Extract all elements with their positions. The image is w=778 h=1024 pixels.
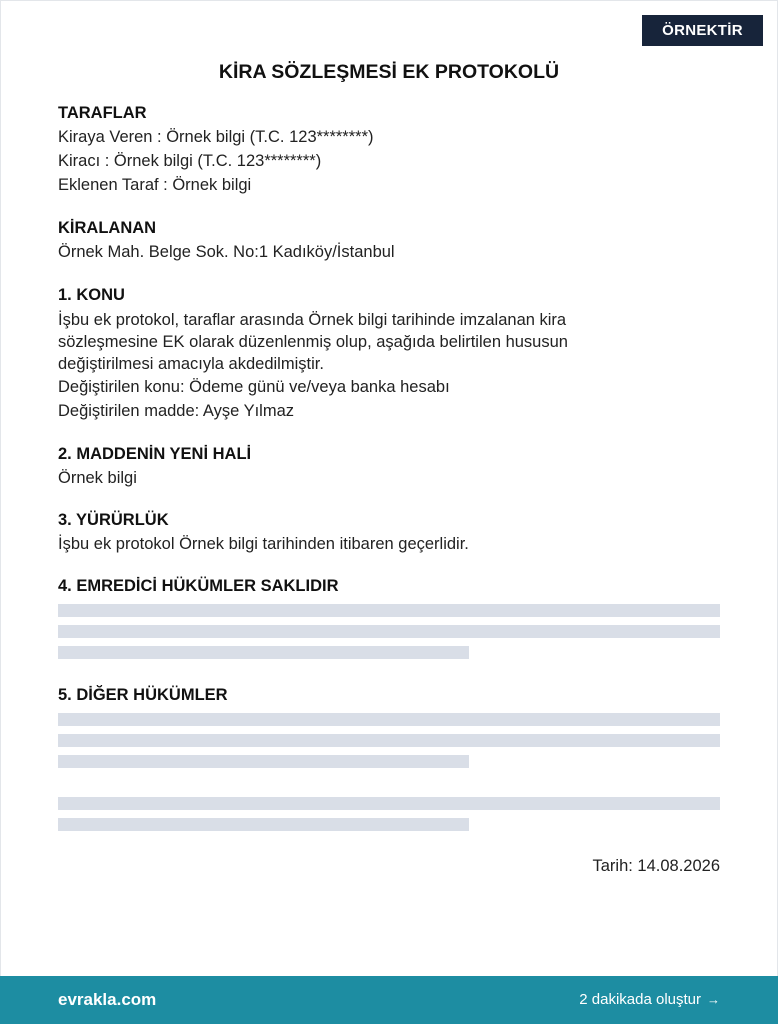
sample-badge: ÖRNEKTİR	[642, 15, 763, 46]
changed-subject-line: Değiştirilen konu: Ödeme günü ve/veya banka hesabı	[58, 378, 450, 396]
other-heading: 5. DİĞER HÜKÜMLER	[58, 686, 228, 704]
create-cta-label: 2 dakikada oluştur	[579, 991, 701, 1008]
footer-bar	[0, 976, 778, 1024]
effective-heading: 3. YÜRÜRLÜK	[58, 511, 169, 529]
tenant-line: Kiracı : Örnek bilgi (T.C. 123********)	[58, 152, 322, 170]
effective-text: İşbu ek protokol Örnek bilgi tarihinden itibaren geçerlidir.	[58, 535, 469, 553]
redacted-text-bar	[58, 625, 720, 638]
subject-paragraph: İşbu ek protokol, taraflar arasında Örnek bilgi tarihinde imzalanan kira sözleşmesine EK olarak düzenlenmiş olup, aşağıda belirtilen hususun değiştirilmesi amacıyla akdedilmiştir.	[58, 311, 568, 373]
new-clause-text: Örnek bilgi	[58, 469, 137, 487]
subject-heading: 1. KONU	[58, 286, 125, 304]
footer-logo[interactable]: evrakla.com	[58, 990, 157, 1009]
create-cta-link[interactable]	[579, 991, 720, 1008]
document-date: Tarih: 14.08.2026	[592, 857, 720, 875]
parties-heading: TARAFLAR	[58, 104, 147, 122]
document-title: KİRA SÖZLEŞMESİ EK PROTOKOLÜ	[218, 61, 560, 83]
redacted-text-bar	[58, 604, 720, 617]
redacted-text-bar	[58, 646, 469, 659]
changed-clause-line: Değiştirilen madde: Ayşe Yılmaz	[58, 402, 295, 420]
property-heading: KİRALANAN	[58, 219, 157, 237]
redacted-text-bar	[58, 713, 720, 726]
redacted-text-bar	[58, 797, 720, 810]
new-clause-heading: 2. MADDENİN YENİ HALİ	[58, 445, 252, 463]
mandatory-heading: 4. EMREDİCİ HÜKÜMLER SAKLIDIR	[58, 577, 339, 595]
arrow-right-icon: →	[707, 992, 720, 1007]
redacted-text-bar	[58, 755, 469, 768]
landlord-line: Kiraya Veren : Örnek bilgi (T.C. 123********)	[58, 128, 374, 146]
property-address: Örnek Mah. Belge Sok. No:1 Kadıköy/İstanbul	[58, 243, 395, 261]
redacted-text-bar	[58, 818, 469, 831]
added-party-line: Eklenen Taraf : Örnek bilgi	[58, 176, 252, 194]
redacted-text-bar	[58, 734, 720, 747]
